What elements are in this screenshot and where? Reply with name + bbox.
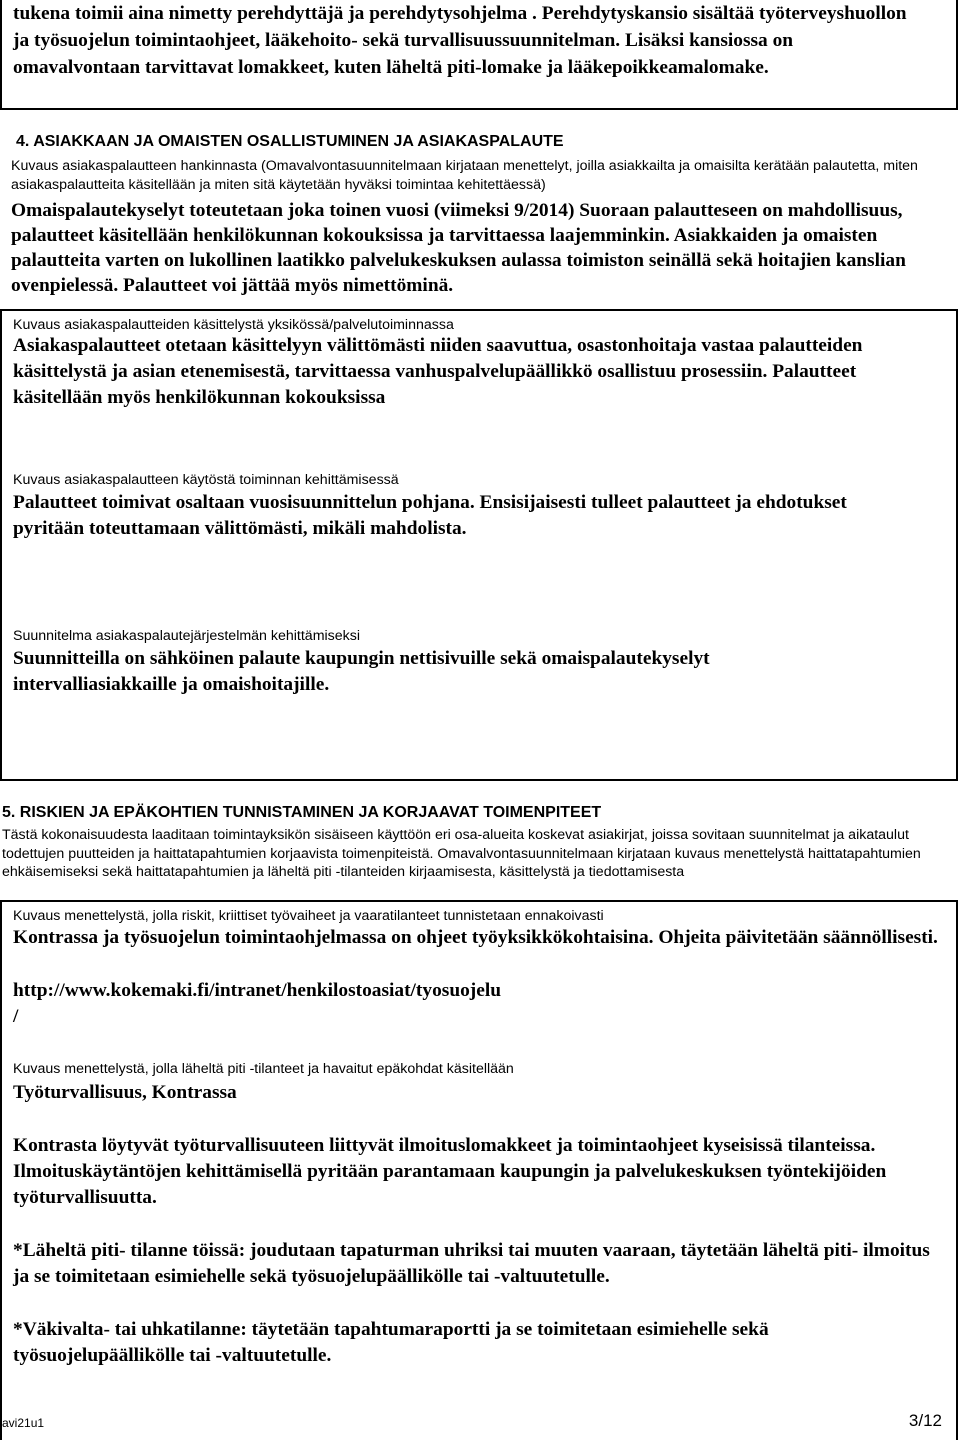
safety-url-slash: / bbox=[13, 1006, 19, 1027]
section-4-desc-feedback-use: Kuvaus asiakaspalautteen käytöstä toiminnan kehittämisessä bbox=[13, 472, 399, 488]
section-5-answer-risk-identification: Kontrassa ja työsuojelun toimintaohjelmassa on ohjeet työyksikkökohtaisina. Ohjeita päivitetään säännöllisesti. bbox=[13, 927, 938, 948]
section-4-desc-feedback-collection: Kuvaus asiakaspalautteen hankinnasta (Omavalvontasuunnitelmaan kirjataan menettelyt, joilla asiakkailta ja omaisilta kerätään palautetta, miten asiakaspalautteita käsitellään ja miten sitä käytetään hyväksi toimintaa kehitettäessä) bbox=[11, 158, 918, 193]
section-5-heading: 5. RISKIEN JA EPÄKOHTIEN TUNNISTAMINEN JA KORJAAVAT TOIMENPITEET bbox=[2, 804, 602, 821]
section-5-intro: Tästä kokonaisuudesta laaditaan toimintayksikön sisäiseen käyttöön eri osa-alueita koskevat asiakirjat, joissa sovitaan suunnitelmat ja aikataulut todettujen puutteiden ja haittatapahtumien korjaavista toimenpiteistä. Omavalvontasuunnitelmaan kirjataan kuvaus menettelystä haittatapahtumien ehkäisemiseksi sekä haittatapahtumien ja läheltä piti -tilanteiden kirjaamisesta, käsittelystä ja tiedottamisesta bbox=[2, 827, 921, 880]
section-5-answer-near-miss-procedure: *Läheltä piti- tilanne töissä: joudutaan tapaturman uhriksi tai muuten vaaraan, täytetään läheltä piti- ilmoitus ja se toimitetaan esimiehelle sekä työsuojelupäällikölle tai -valtuutetulle. bbox=[13, 1240, 930, 1287]
section-5-answer-violence-procedure: *Väkivalta- tai uhkatilanne: täytetään tapahtumaraportti ja se toimitetaan esimiehelle sekä työsuojelupäällikölle tai -valtuutetulle. bbox=[13, 1319, 769, 1366]
section-5-desc-near-miss-handling: Kuvaus menettelystä, jolla läheltä piti -tilanteet ja havaitut epäkohdat käsitellään bbox=[13, 1061, 514, 1077]
footer-code: avi21u1 bbox=[2, 1416, 45, 1430]
footer-page-number: 3/12 bbox=[908, 1411, 942, 1430]
section-4-answer-system-development: Suunnitteilla on sähköinen palaute kaupungin nettisivuille sekä omaispalautekyselyt intervalliasiakkaille ja omaishoitajille. bbox=[13, 648, 710, 695]
section-5-desc-risk-identification: Kuvaus menettelystä, jolla riskit, kriittiset työvaiheet ja vaaratilanteet tunnistetaan ennakoivasti bbox=[13, 908, 604, 924]
section-5-answer-near-miss-forms: Kontrasta löytyvät työturvallisuuteen liittyvät ilmoituslomakkeet ja toimintaohjeet kyseisissä tilanteissa. Ilmoituskäytäntöjen kehittämisellä pyritään parantamaan kaupungin ja palvelukeskuksen työntekijöiden työturvallisuutta. bbox=[13, 1135, 887, 1208]
section-4-desc-feedback-handling: Kuvaus asiakaspalautteiden käsittelystä yksikössä/palvelutoiminnassa bbox=[13, 317, 454, 333]
section-5-answer-near-miss-title: Työturvallisuus, Kontrassa bbox=[13, 1082, 237, 1103]
section-4-answer-feedback-handling: Asiakaspalautteet otetaan käsittelyyn välittömästi niiden saavuttua, osastonhoitaja vastaa palautteiden käsittelystä ja asian etenemisestä, tarvittaessa vanhuspalvelupäällikkö osallistuu prosessiin. Palautteet käsitellään myös henkilökunnan kokouksissa bbox=[13, 335, 863, 408]
section-4-answer-feedback-collection: Omaispalautekyselyt toteutetaan joka toinen vuosi (viimeksi 9/2014) Suoraan palautteseen on mahdollisuus, palautteet käsitellään henkilökunnan kokouksissa ja tarvittaessa laajemminkin. Asiakkaiden ja omaisten palautteita varten on lukollinen laatikko palvelukeskuksen aulassa toimiston seinällä sekä hoitajien kanslian ovenpielessä. Palautteet voi jättää myös nimettöminä. bbox=[11, 200, 906, 296]
top-content-box bbox=[0, 0, 958, 110]
section-4-heading: 4. ASIAKKAAN JA OMAISTEN OSALLISTUMINEN JA ASIAKASPALAUTE bbox=[16, 133, 564, 150]
safety-url: http://www.kokemaki.fi/intranet/henkilostoasiat/tyosuojelu bbox=[13, 980, 502, 1001]
section-4-desc-system-development: Suunnitelma asiakaspalautejärjestelmän kehittämiseksi bbox=[13, 628, 360, 644]
section-4-answer-feedback-use: Palautteet toimivat osaltaan vuosisuunnittelun pohjana. Ensisijaisesti tulleet palautteet ja ehdotukset pyritään toteuttamaan välittömästi, mikäli mahdolista. bbox=[13, 492, 847, 539]
section-4-box bbox=[0, 309, 958, 781]
top-box-text: tukena toimii aina nimetty perehdyttäjä ja perehdytysohjelma . Perehdytyskansio sisältää työterveyshuollon ja työsuojelun toimintaohjeet, lääkehoito- sekä turvallisuussuunnitelman. Lisäksi kansiossa on omavalvontaan tarvittavat lomakkeet, kuten läheltä piti-lomake ja lääkepoikkeamalomake. bbox=[13, 3, 907, 78]
section-5-box bbox=[0, 900, 958, 1440]
